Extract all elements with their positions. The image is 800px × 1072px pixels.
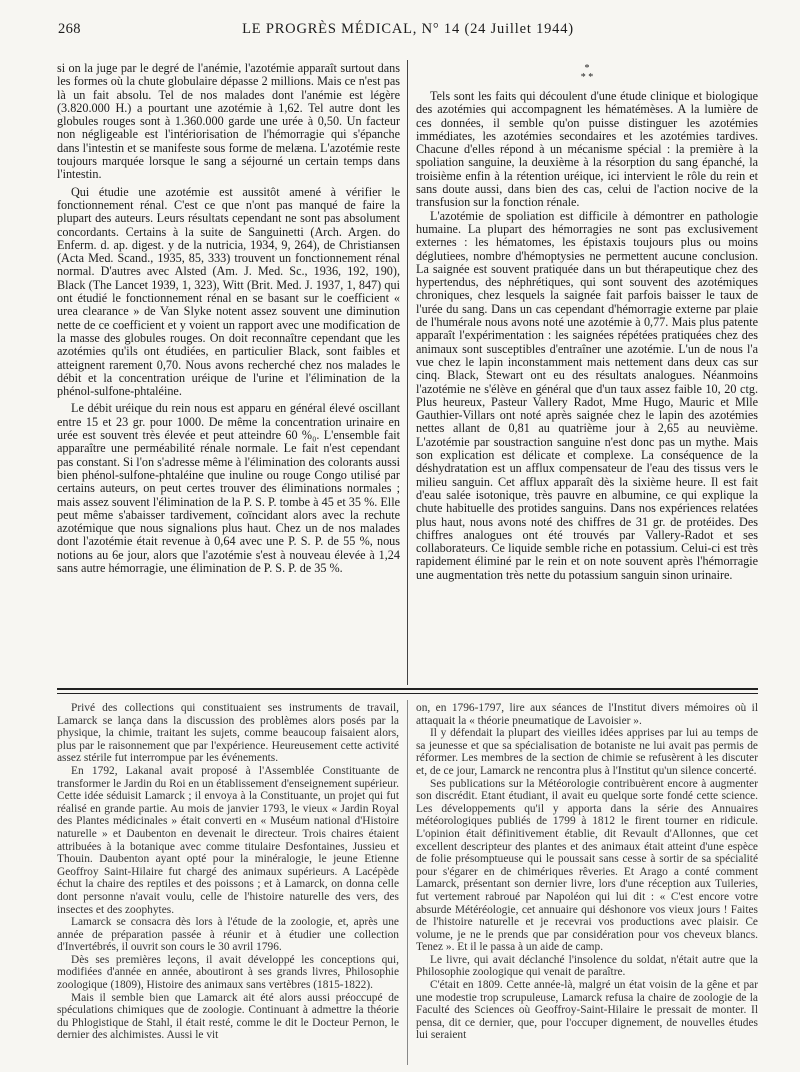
page-header <box>58 21 758 41</box>
paragraph: C'était en 1809. Cette année-là, malgré un état voisin de la gêne et par une modestie trop scrupuleuse, Lamarck refusa la chaire de zoologie de la Faculté des Sciences où Geoffroy-Saint-Hilaire le pressait de monter. Il pensa, dit ce dernier, que, pour l'occuper dignement, de nouvelles études lui seraient <box>416 979 758 1042</box>
feuilleton-column-left <box>57 702 399 1067</box>
journal-title: LE PROGRÈS MÉDICAL, N° 14 (24 Juillet 1944) <box>242 21 574 37</box>
section-rule-thin <box>57 693 758 694</box>
paragraph: Dès ses premières leçons, il avait développé les conceptions qui, modifiées d'année en année, aboutiront à ses grands livres, Philosophie zoologique (1809), Histoire des animaux sans vertèbres (1815-1822). <box>57 953 399 992</box>
paragraph: Qui étudie une azotémie est aussitôt amené à vérifier le fonctionnement rénal. C'est ce que n'ont pas manqué de faire la plupart des auteurs. Leurs résultats cependant ne sont pas absolument concordants. Certains à la suite de Sanguinetti (Arch. Argen. do Enferm. d. ap. digest. y de la nutricia, 1934, 9, 264), de Christiansen (Acta Med. Scand., 1935, 85, 333) trouvent un fonctionnement rénal normal. D'autres avec Alsted (Am. J. Med. Sc., 1936, 192, 190), Black (The Lancet 1939, 1, 323), Witt (Brit. Med. J. 1937, 1, 847) qui ont étudié le fonctionnement rénal en se basant sur le coefficient « urea clearance » de Van Slyke notent assez souvent une diminution nette de ce coefficient et y voient un rapport avec une modification de la masse des globules rouges. On doit reconnaître cependant que les azotémies qu'ils ont étudiées, en particulier Black, sont faibles et atteignent rarement 0,70. Nous avons recherché chez nos malades le débit et la concentration uréique de l'urine et l'élimination de la phénol-sulfone-phtaléine. <box>57 184 400 399</box>
section-ornament: * * * <box>580 63 594 83</box>
paragraph: L'azotémie de spoliation est difficile à démontrer en pathologie humaine. La plupart des hémorragies ne sont pas exclusivement externes : les hématomes, les épistaxis toujours plus ou moins déglutiees, nombre d'hémoptysies ne permettent aucune conclusion. La saignée est souvent pratiquée dans un but thérapeutique chez des hypertendus, des néphrétiques, qui sont souvent des azotémiques chroniques, chez lesquels la saignée fait parfois baisser le taux de l'urée du sang. Dans un cas cependant d'hémorragie externe par plaie de l'humérale nous avons noté une azotémie à 0,77. Mais plus patente apparaît l'expérimentation : les saignées répétées pratiquées chez des animaux sont susceptibles d'entraîner une azotémie. L'un de nous l'a vue chez le lapin inconstamment mais nettement dans deux cas sur cinq. Black, Stewart ont eu des résultats analogues. Néanmoins l'azotémie ne s'élève en général que d'un taux assez faible 10, 20 ctg. Plus heureux, Pasteur Vallery Radot, Mme Hugo, Mauric et Mlle Gauthier-Villars ont noté après saignée chez le lapin des azotémies nettes allant de 0,81 au quatrième jour à 2,65 au neuvième. L'azotémie par soustraction sanguine n'est donc pas un mythe. Mais son explication est délicate et complexe. La conséquence de la déshydratation est un afflux compensateur de l'eau des tissus vers le milieu sanguin. Cet afflux apparaît dès la sixième heure. Il est fait d'eau salée isotonique, très pauvre en albumine, ce qui explique la chute habituelle des protides sanguins. Dans nos expériences relatées plus haut, nous avons noté des chiffres de 31 gr. de protéides. Des chiffres analogues ont été trouvés par Vallery-Radot et ses collaborateurs. Ce liquide semble riche en potassium. Celui-ci est très rapidement éliminé par le rein et on note souvent après l'hémorragie une augmentation très nette du potassium sanguin sinon urinaire. <box>416 208 758 582</box>
feuilleton-column-right <box>416 702 758 1067</box>
section-rule-thick <box>57 688 758 690</box>
paragraph: Lamarck se consacra dès lors à l'étude de la zoologie, et, après une année de préparation passée à réunir et à étudier une collection d'Invertébrés, il ouvrit son cours le 30 avril 1796. <box>57 916 399 954</box>
paragraph: Privé des collections qui constituaient ses instruments de travail, Lamarck se lança dans la discussion des problèmes alors posés par la physique, la chimie, traitant les sujets, comme beaucoup faisaient alors, plus par le raisonnement que par l'expérience. Heureusement cette activité assez stérile fut interrompue par les événements. <box>57 702 399 765</box>
column-divider-bottom <box>407 700 408 1065</box>
paragraph: Le livre, qui avait déclanché l'insolence du soldat, n'était autre que la Philosophie zoologique qui venait de paraître. <box>416 953 758 979</box>
page-number: 268 <box>58 21 81 37</box>
paragraph: En 1792, Lakanal avait proposé à l'Assemblée Constituante de transformer le Jardin du Roi en un établissement d'enseignement supérieur. Cette idée séduisit Lamarck ; il envoya à la Constituante, un projet qui fut réalisé en grande partie. Au mois de janvier 1793, le vieux « Jardin Royal des Plantes médicinales » était converti en « Muséum national d'Histoire naturelle » et Daubenton en devenait le directeur. Trois chaires étaient attribuées à la botanique avec comme titulaire Desfontaines, Jussieu et Thouin. Daubenton ayant opté pour la minéralogie, le jeune Etienne Geoffroy Saint-Hilaire fut chargé des animaux supérieurs. A Lacépède échut la chaire des reptiles et des poissons ; et à Lamarck, on donna celle dont personne n'avait voulu, celle de l'histoire naturelle des vers, des insectes et des zoophytes. <box>57 764 399 916</box>
paragraph: Tels sont les faits qui découlent d'une étude clinique et biologique des azotémies qui accompagnent les hématémèses. A la lumière de ces données, il semble qu'on puisse distinguer les azotémies immédiates, les azotémies secondaires et les azotémies tardives. Chacune d'elles répond à un mécanisme spécial : la première à la spoliation sanguine, la deuxième à la résorption du sang épanché, la troisième enfin à la rétention uréique, ici intervient le rôle du rein et sans doute aussi, dans bien des cas, celui de l'action nocive de la transfusion sur la fonction rénale. <box>416 89 758 210</box>
article-column-right <box>416 62 758 682</box>
column-divider-top <box>407 60 408 685</box>
article-column-left <box>57 62 400 682</box>
paragraph: si on la juge par le degré de l'anémie, l'azotémie apparaît surtout dans les formes où la chute globulaire dépasse 2 millions. Mais ce n'est pas là un fait absolu. Tel de nos malades dont l'anémie est légère (3.820.000 H.) a pourtant une azotémie à 1,62. Tel autre dont les globules rouges sont à 1.360.000 garde une urée à 0,50. Un facteur non négligeable est l'intériorisation de l'hémorragie qui s'épanche dans l'intestin et se manifeste sous forme de melæna. L'azotémie reste toujours marquée lorsque le sang a séjourné un certain temps dans l'intestin. <box>57 62 400 182</box>
paragraph: Il y défendait la plupart des vieilles idées apprises par lui au temps de sa jeunesse et que sa spécialisation de botaniste ne lui avait pas permis de réformer. Les membres de la section de chimie se refusèrent à les discuter et, de ce jour, Lamarck ne rencontra plus à l'Institut qu'un silence concerté. <box>416 727 758 777</box>
paragraph: Ses publications sur la Météorologie contribuèrent encore à augmenter son discrédit. Etant étudiant, il avait eu quelque sorte fondé cette science. Les développements qu'il y apporta dans la série des Annuaires météorologiques publiés de 1799 à 1812 le firent tourner en ridicule. L'opinion était définitivement établie, dit Revault d'Allonnes, que cet excellent descripteur des plantes et des animaux était atteint d'une espèce de folie présomptueuse qui le poussait sans cesse à sortir de sa spécialité pour s'égarer en de chimériques rêveries. Et Arago a conté comment Lamarck, présentant son dernier livre, lors d'une réception aux Tuileries, fut vertement rabroué par Napoléon qui lui dit : « C'est encore votre absurde Météréologie, cet annuaire qui déshonore vos vieux jours ! Faites de l'histoire naturelle et je recevrai vos productions avec plaisir. Ce volume, je ne le prends que par considération pour vos cheveux blancs. Tenez ». Et il le passa à un aide de camp. <box>416 777 758 954</box>
paragraph: Le débit uréique du rein nous est apparu en général élevé oscillant entre 15 et 23 gr. pour 1000. De même la concentration urinaire en urée est souvent très élevée et peut atteindre 60 %₀. L'ensemble fait apparaître une perméabilité rénale normale. Le fait n'est cependant pas constant. Si l'on s'adresse même à l'élimination des colorants aussi bien phénol-sulfone-phtaléine que inuline ou rouge Congo utilisé par certains auteurs, on peut certes trouver des éliminations normales ; mais assez souvent l'élimination de la P. S. P. tombe à 45 et 35 %. Elle peut même s'abaisser tardivement, coïncidant alors avec la rechute azotémique que nous signalions plus haut. Chez un de nos malades dont l'azotémie était revenue à 0,64 avec une P. S. P. de 55 %, nous notions au 6e jour, alors que l'azotémie s'est à nouveau élevée à 1,24 sans autre hémorragie, une élimination de P. S. P. de 35 %. <box>57 401 400 575</box>
paragraph: Mais il semble bien que Lamarck ait été alors aussi préoccupé de spéculations chimiques que de zoologie. Continuant à admettre la théorie du Phlogistique de Stahl, il était resté, comme le dit le Docteur Pernon, le dernier des alchimistes. Aussi le vit <box>57 991 399 1042</box>
paragraph: on, en 1796-1797, lire aux séances de l'Institut divers mémoires où il attaquait la « théorie pneumatique de Lavoisier ». <box>416 702 758 727</box>
